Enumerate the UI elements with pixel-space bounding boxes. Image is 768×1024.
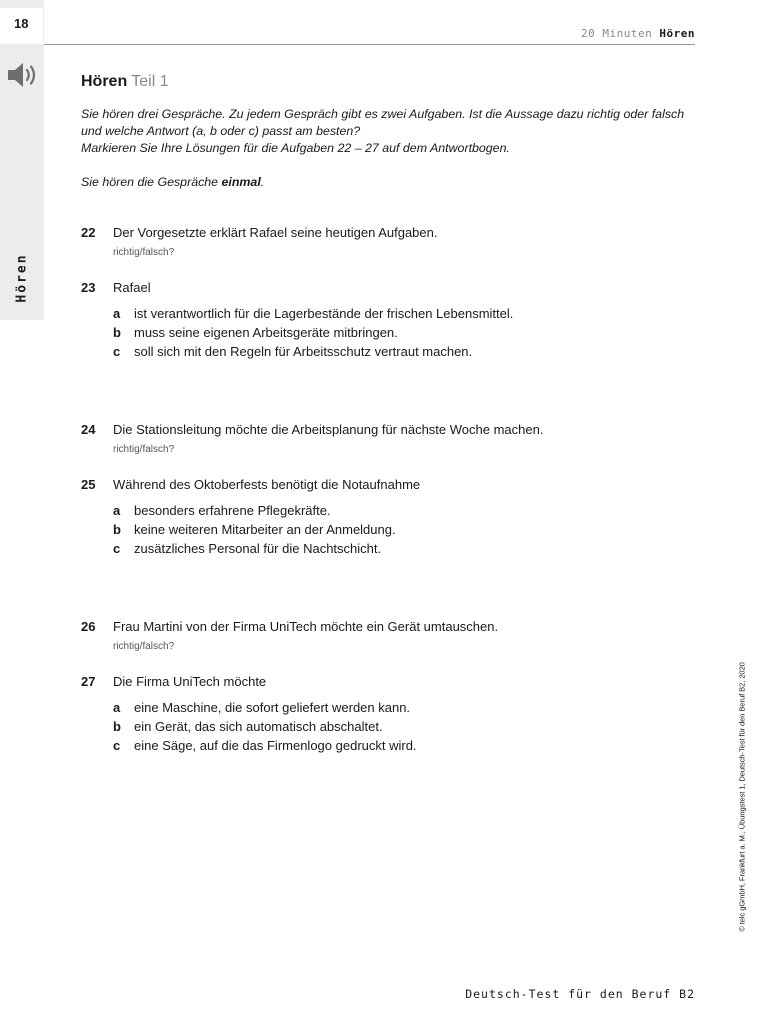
task-number: 22 [81,225,96,240]
instructions-line2: Markieren Sie Ihre Lösungen für die Aufgaben 22 – 27 auf dem Antwortbogen. [81,141,510,155]
task-hint: richtig/falsch? [113,641,175,652]
copyright-notice: © telc gGmbH, Frankfurt a. M., Übungstest 1, Deutsch-Test für den Beruf B2, 2020 [737,662,747,932]
option-letter: b [113,719,121,734]
header-meta [581,27,695,40]
header-divider [44,44,695,45]
header-section: Hören [659,27,695,40]
side-section-label: Hören [14,253,30,303]
option-letter: c [113,344,121,359]
instructions-line1: Sie hören drei Gespräche. Zu jedem Gespräch gibt es zwei Aufgaben. Ist die Aussage dazu richtig oder falsch und welche Antwort (a, b oder c) passt am besten? [81,107,685,138]
section-title-main: Hören [81,73,128,90]
task-statement: Rafael [113,280,151,295]
option-letter: b [113,522,121,537]
option-letter: a [113,503,121,518]
option-text: zusätzliches Personal für die Nachtschicht. [134,541,382,556]
option-letter: a [113,700,121,715]
header-duration: 20 Minuten [581,27,653,40]
answer-option-b [113,719,383,734]
instructions-line3-prefix: Sie hören die Gespräche [81,175,222,189]
option-text: ein Gerät, das sich automatisch abschaltet. [134,719,383,734]
answer-option-c [113,738,417,753]
task-hint: richtig/falsch? [113,444,175,455]
footer-title: Deutsch-Test für den Beruf B2 [465,987,695,1001]
answer-option-b [113,522,396,537]
section-title-part: Teil 1 [131,73,169,90]
answer-option-b [113,325,398,340]
option-text: soll sich mit den Regeln für Arbeitsschutz vertraut machen. [134,344,473,359]
option-text: ist verantwortlich für die Lagerbestände der frischen Lebensmittel. [134,306,514,321]
task-statement: Die Firma UniTech möchte [113,674,267,689]
instructions [81,106,691,191]
instructions-line3-bold: einmal [221,175,261,189]
task-statement: Der Vorgesetzte erklärt Rafael seine heutigen Aufgaben. [113,225,438,240]
answer-option-c [113,541,381,556]
task-number: 26 [81,619,96,634]
option-text: eine Säge, auf die das Firmenlogo gedruckt wird. [134,738,417,753]
task-number: 24 [81,422,96,437]
option-text: besonders erfahrene Pflegekräfte. [134,503,331,518]
speaker-icon [6,60,40,90]
task-number: 25 [81,477,96,492]
answer-option-a [113,700,410,715]
answer-option-a [113,503,331,518]
option-letter: c [113,738,121,753]
option-text: eine Maschine, die sofort geliefert werden kann. [134,700,411,715]
option-text: muss seine eigenen Arbeitsgeräte mitbringen. [134,325,398,340]
instructions-line3-suffix: . [260,175,265,189]
option-letter: a [113,306,121,321]
section-title [81,73,169,91]
option-text: keine weiteren Mitarbeiter an der Anmeldung. [134,522,396,537]
page-number: 18 [0,8,44,44]
answer-option-a [113,306,513,321]
option-letter: b [113,325,121,340]
option-letter: c [113,541,121,556]
task-number: 23 [81,280,96,295]
task-number: 27 [81,674,96,689]
answer-option-c [113,344,472,359]
instructions-line3 [81,174,691,191]
task-hint: richtig/falsch? [113,247,175,258]
task-statement: Die Stationsleitung möchte die Arbeitsplanung für nächste Woche machen. [113,422,544,437]
task-statement: Frau Martini von der Firma UniTech möchte ein Gerät umtauschen. [113,619,499,634]
task-statement: Während des Oktoberfests benötigt die Notaufnahme [113,477,421,492]
